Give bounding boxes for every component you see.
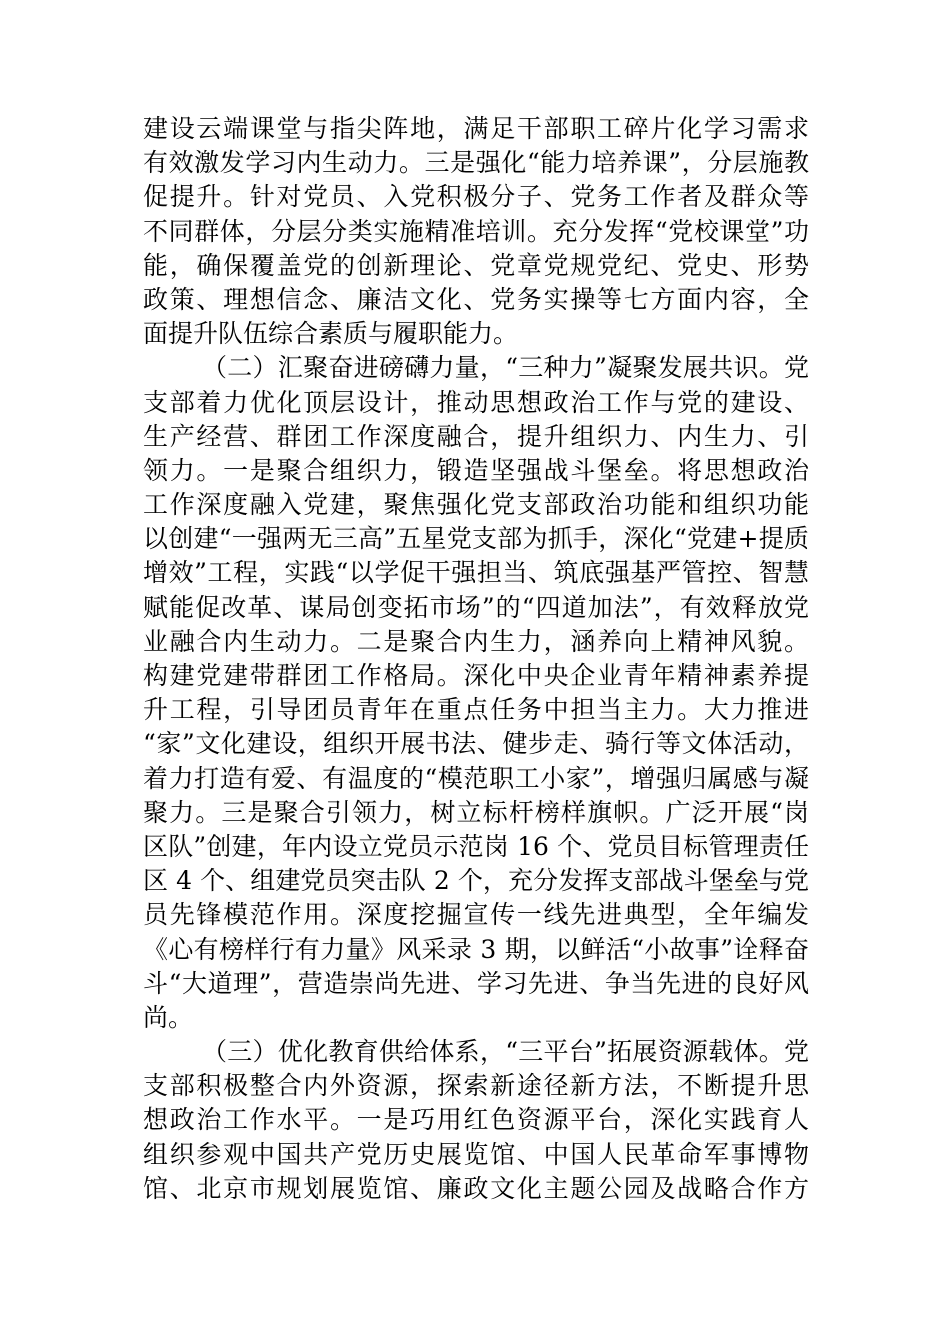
text-line: 建设云端课堂与指尖阵地，满足干部职工碎片化学习需求 — [143, 114, 809, 143]
text-line: 政策、理想信念、廉洁文化、党务实操等七方面内容，全 — [143, 284, 809, 314]
text-line: 斗“大道理”，营造崇尚先进、学习先进、争当先进的良好风 — [143, 968, 809, 998]
text-line: 着力打造有爱、有温度的“模范职工小家”，增强归属感与凝 — [143, 763, 809, 793]
text-line: 馆、北京市规划展览馆、廉政文化主题公园及战略合作方 — [143, 1173, 809, 1203]
text-line: 聚力。三是聚合引领力，树立标杆榜样旗帜。广泛开展“岗 — [143, 797, 809, 827]
text-line: 升工程，引导团员青年在重点任务中担当主力。大力推进 — [143, 695, 809, 725]
text-line: 《心有榜样行有力量》风采录 3 期，以鲜活“小故事”诠释奋 — [143, 934, 809, 964]
text-line: 想政治工作水平。一是巧用红色资源平台，深化实践育人 — [143, 1105, 809, 1135]
text-line: 面提升队伍综合素质与履职能力。 — [143, 319, 519, 349]
text-line: 员先锋模范作用。深度挖掘宣传一线先进典型，全年编发 — [143, 900, 809, 930]
section-heading-line: （三）优化教育供给体系，“三平台”拓展资源载体。党 — [202, 1037, 809, 1067]
text-line: 支部积极整合内外资源，探索新途径新方法，不断提升思 — [143, 1071, 809, 1101]
text-line: 组织参观中国共产党历史展览馆、中国人民革命军事博物 — [143, 1139, 809, 1169]
text-line: “家”文化建设，组织开展书法、健步走、骑行等文体活动， — [143, 729, 809, 759]
text-line: 构建党建带群团工作格局。深化中央企业青年精神素养提 — [143, 661, 809, 690]
document-page — [143, 112, 809, 1206]
text-line: 尚。 — [143, 1002, 194, 1032]
text-line: 区 4 个、组建党员突击队 2 个，充分发挥支部战斗堡垒与党 — [143, 866, 809, 896]
text-line: 赋能促改革、谋局创变拓市场”的“四道加法”，有效释放党 — [143, 592, 809, 622]
text-line: 工作深度融入党建，聚焦强化党支部政治功能和组织功能 — [143, 490, 809, 520]
section-heading-line: （二）汇聚奋进磅礴力量，“三种力”凝聚发展共识。党 — [202, 353, 809, 383]
text-line: 支部着力优化顶层设计，推动思想政治工作与党的建设、 — [143, 387, 809, 417]
text-line: 增效”工程，实践“以学促干强担当、筑底强基严管控、智慧 — [143, 558, 809, 588]
text-line: 业融合内生动力。二是聚合内生力，涵养向上精神风貌。 — [143, 626, 809, 656]
text-line: 能，确保覆盖党的创新理论、党章党规党纪、党史、形势 — [143, 250, 809, 280]
text-line: 区队”创建，年内设立党员示范岗 16 个、党员目标管理责任 — [143, 831, 809, 861]
text-line: 不同群体，分层分类实施精准培训。充分发挥“党校课堂”功 — [143, 216, 809, 246]
text-line: 以创建“一强两无三高”五星党支部为抓手，深化“党建+提质 — [143, 524, 809, 554]
text-line: 领力。一是聚合组织力，锻造坚强战斗堡垒。将思想政治 — [143, 455, 809, 485]
text-line: 有效激发学习内生动力。三是强化“能力培养课”，分层施教 — [143, 148, 809, 178]
text-line: 生产经营、群团工作深度融合，提升组织力、内生力、引 — [143, 421, 809, 451]
text-line: 促提升。针对党员、入党积极分子、党务工作者及群众等 — [143, 182, 809, 212]
